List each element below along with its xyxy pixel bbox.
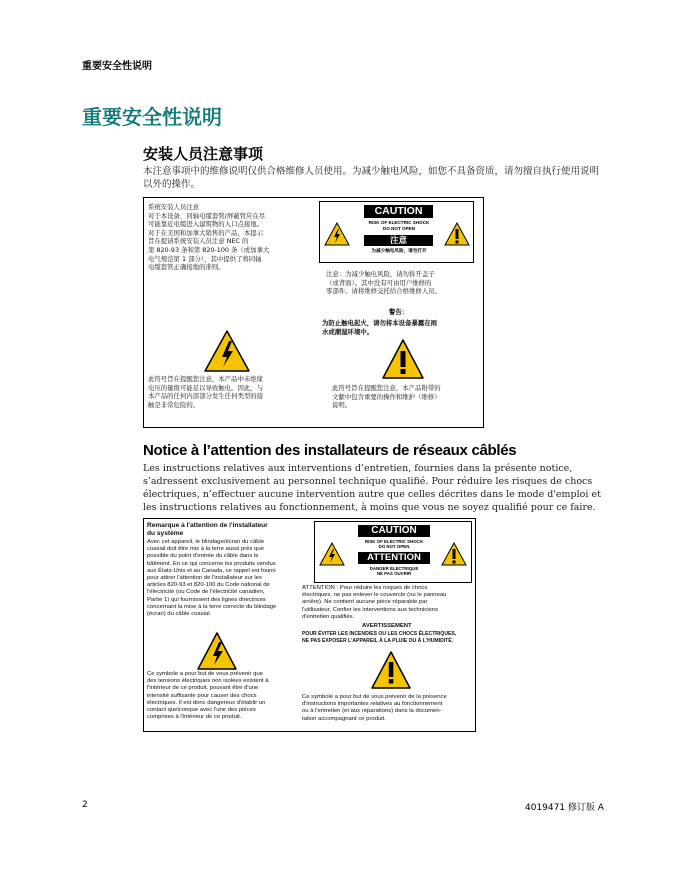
desc-line: des tensions électriques non isolées existent à xyxy=(147,678,269,685)
fr-caution-label xyxy=(314,521,472,583)
risk-text xyxy=(355,539,433,550)
desc-line: électriques, ne pas enlever le couvercle (ou le panneau xyxy=(302,592,447,599)
note-line: concernant la mise à la terre correcte du blindage xyxy=(147,603,277,610)
fr-warning-title: AVERTISSEMENT xyxy=(362,623,412,629)
note-line: 电缆套管正确接地的准则。 xyxy=(148,263,225,272)
caution-word: CAUTION xyxy=(364,205,433,218)
fr-warning-text xyxy=(302,631,474,644)
cn-section-title: 安装人员注意事项 xyxy=(143,145,264,163)
desc-line: l'intérieur de ce produit, pouvant être d'une xyxy=(147,685,259,692)
cn-warning-title: 警告： xyxy=(389,308,409,316)
attention-word: ATTENTION xyxy=(358,552,430,564)
running-header: 重要安全性说明 xyxy=(82,61,152,72)
note-line: 对于在美国和加拿大销售的产品，本提示 xyxy=(148,228,264,237)
danger-line: NE PAS OUVRIR xyxy=(376,571,412,577)
desc-line: 文献中包含重要的操作和维护（维修） xyxy=(332,392,441,401)
lightning-warning-icon xyxy=(203,329,251,373)
fr-installer-note-title xyxy=(147,522,305,538)
desc-line: 触是非常危险的。 xyxy=(148,400,200,409)
note-line: (écran) du câble coaxial. xyxy=(147,611,212,618)
desc-line: ATTENTION : Pour réduire les risques de chocs xyxy=(302,585,428,591)
risk-line: RISK OF ELECTRIC SHOCK xyxy=(368,220,430,225)
page-title: 重要安全性说明 xyxy=(82,105,222,129)
note-line: coaxial doit être mis à la terre aussi près que xyxy=(147,546,264,553)
fr-exclamation-description xyxy=(302,694,474,723)
note-line: 可能靠近电缆进入建筑物的入口点接地。 xyxy=(148,220,264,229)
fr-section-title: Notice à l’attention des installateurs de réseaux câblés xyxy=(143,442,517,459)
cn-intro-paragraph: 本注意事项中的维修说明仅供合格维修人员使用。为减少触电风险，如您不具备资质，请勿擅自执行使用说明以外的操作。 xyxy=(143,166,600,190)
desc-line: 注意：为减少触电风险，请勿拆开盖子 xyxy=(326,270,435,278)
note-title-line: du système xyxy=(147,529,184,537)
desc-line: 此符号旨在提醒您注意，本产品中未绝缘 xyxy=(148,375,264,383)
exclamation-warning-icon xyxy=(370,650,412,690)
risk-line: RISK OF ELECTRIC SHOCK xyxy=(364,539,424,544)
exclamation-warning-icon xyxy=(444,222,470,246)
lightning-warning-icon xyxy=(319,542,345,566)
note-line: possible du point d'entrée du câble dans le xyxy=(147,553,259,560)
desc-line: ou à l'entretien (et aux réparations) dans la documen- xyxy=(302,708,442,715)
fr-intro-paragraph: Les instructions relatives aux interventions d’entretien, fournies dans la présente notice, s’adressent exclusivement au personnel technique qualifié. Pour réduire les risques de chocs électriques, n’effectuer aucune intervention autre que celles décrites dans le mode d'emploi et les instructions relatives au fonctionnement, à moins que vous ne soyez qualifié pour ce faire. xyxy=(143,463,601,513)
desc-line: Ce symbole a pour but de vous prévenir de la présence xyxy=(302,694,447,700)
note-line: 系统安装人员注意 xyxy=(148,203,200,211)
cn-label-description xyxy=(326,270,481,296)
risk-line: DO NOT OPEN xyxy=(382,225,416,231)
note-line: l'électricité (ou Code de l'électricité canadien, xyxy=(147,589,265,596)
cn-exclamation-description xyxy=(332,384,480,410)
desc-line: électriques. Il est donc dangereux d'établir un xyxy=(147,699,266,706)
cn-warning-text xyxy=(322,319,482,336)
caution-word: CAUTION xyxy=(358,525,430,537)
desc-line: arrière). Ne contient aucune pièce réparable par xyxy=(302,599,428,606)
exclamation-warning-icon xyxy=(441,542,467,566)
note-line: aux États-Unis et au Canada, ce rappel est fourni xyxy=(147,567,276,574)
fr-lightning-description xyxy=(147,671,307,721)
danger-text xyxy=(355,566,433,577)
desc-line: d'instructions importantes relatives au fonctionnement xyxy=(302,701,443,708)
fr-safety-box xyxy=(143,518,476,732)
note-line: bâtiment. En ce qui concerne les produits vendus xyxy=(147,560,276,567)
desc-line: tation accompagnant ce produit. xyxy=(302,715,386,722)
exclamation-warning-icon xyxy=(381,338,425,380)
risk-text xyxy=(360,220,438,231)
desc-line: 本产品的任何内部部分发生任何类型的接 xyxy=(148,392,264,401)
warning-line: 为防止触电起火，请勿将本设备暴露在雨 xyxy=(322,319,438,327)
note-line: Partie 1) qui fournissent des lignes directrices xyxy=(147,596,266,603)
desc-line: comprises à l'intérieur de ce produit. xyxy=(147,714,242,721)
notice-sub: 为减少触电风险，请勿打开 xyxy=(371,249,427,254)
page-number: 2 xyxy=(82,800,88,810)
lightning-warning-icon xyxy=(324,222,350,246)
note-line: 对于本设备，同轴电缆套管/屏蔽管应在尽 xyxy=(148,211,266,220)
desc-line: 零部件。请将维修交托给合格维修人员。 xyxy=(326,287,442,296)
desc-line: intensité suffisante pour causer des chocs xyxy=(147,692,257,699)
desc-line: Ce symbole a pour but de vous prévenir que xyxy=(147,671,263,677)
note-line: 第 820-93 条和第 820-100 条（或加拿大 xyxy=(148,245,270,254)
desc-line: 此符号旨在提醒您注意，本产品附带的 xyxy=(332,384,441,392)
warning-line: NE PAS EXPOSER L'APPAREIL À LA PLUIE OU À L'HUMIDITÉ. xyxy=(302,637,454,644)
danger-line: DANGER ÉLECTRIQUE xyxy=(369,566,419,571)
desc-line: 电压的量级可能足以导致触电。因此，与 xyxy=(148,383,264,392)
cn-installer-note xyxy=(148,203,308,272)
note-line: 旨在提请系统安装人员注意 NEC 的 xyxy=(148,237,249,246)
warning-line: POUR ÉVITER LES INCENDIES OU LES CHOCS ÉLECTRIQUES, xyxy=(302,631,457,637)
risk-line: DO NOT OPEN xyxy=(378,544,410,550)
warning-line: 水或潮湿环境中。 xyxy=(322,327,374,336)
cn-caution-label xyxy=(319,201,474,263)
note-line: 电气规范第 1 部分），其中提供了将同轴 xyxy=(148,254,262,263)
fr-installer-note xyxy=(147,539,307,618)
note-line: Avec cet appareil, le blindage/écran du câble xyxy=(147,539,265,545)
cn-safety-box xyxy=(143,197,484,428)
note-line: pour attirer l'attention de l'installateur sur les xyxy=(147,575,262,582)
desc-line: l'utilisateur. Confier les interventions aux techniciens xyxy=(302,606,439,613)
lightning-warning-icon xyxy=(196,631,238,671)
desc-line: 说明。 xyxy=(332,401,352,410)
notice-word: 注意 xyxy=(364,235,433,246)
document-id: 4019471 修订版 A xyxy=(525,803,604,813)
fr-label-description xyxy=(302,585,472,621)
desc-line: contact quelconque avec l'une des pièces xyxy=(147,707,256,714)
note-title-line: Remarque à l'attention de l'installateur xyxy=(147,522,268,529)
cn-lightning-description xyxy=(148,375,313,409)
desc-line: （或背面）。其中没有可由用户维修的 xyxy=(326,278,432,287)
note-line: articles 820-93 et 820-100 du Code national de xyxy=(147,582,270,589)
desc-line: d'entretien qualifiés. xyxy=(302,613,355,620)
